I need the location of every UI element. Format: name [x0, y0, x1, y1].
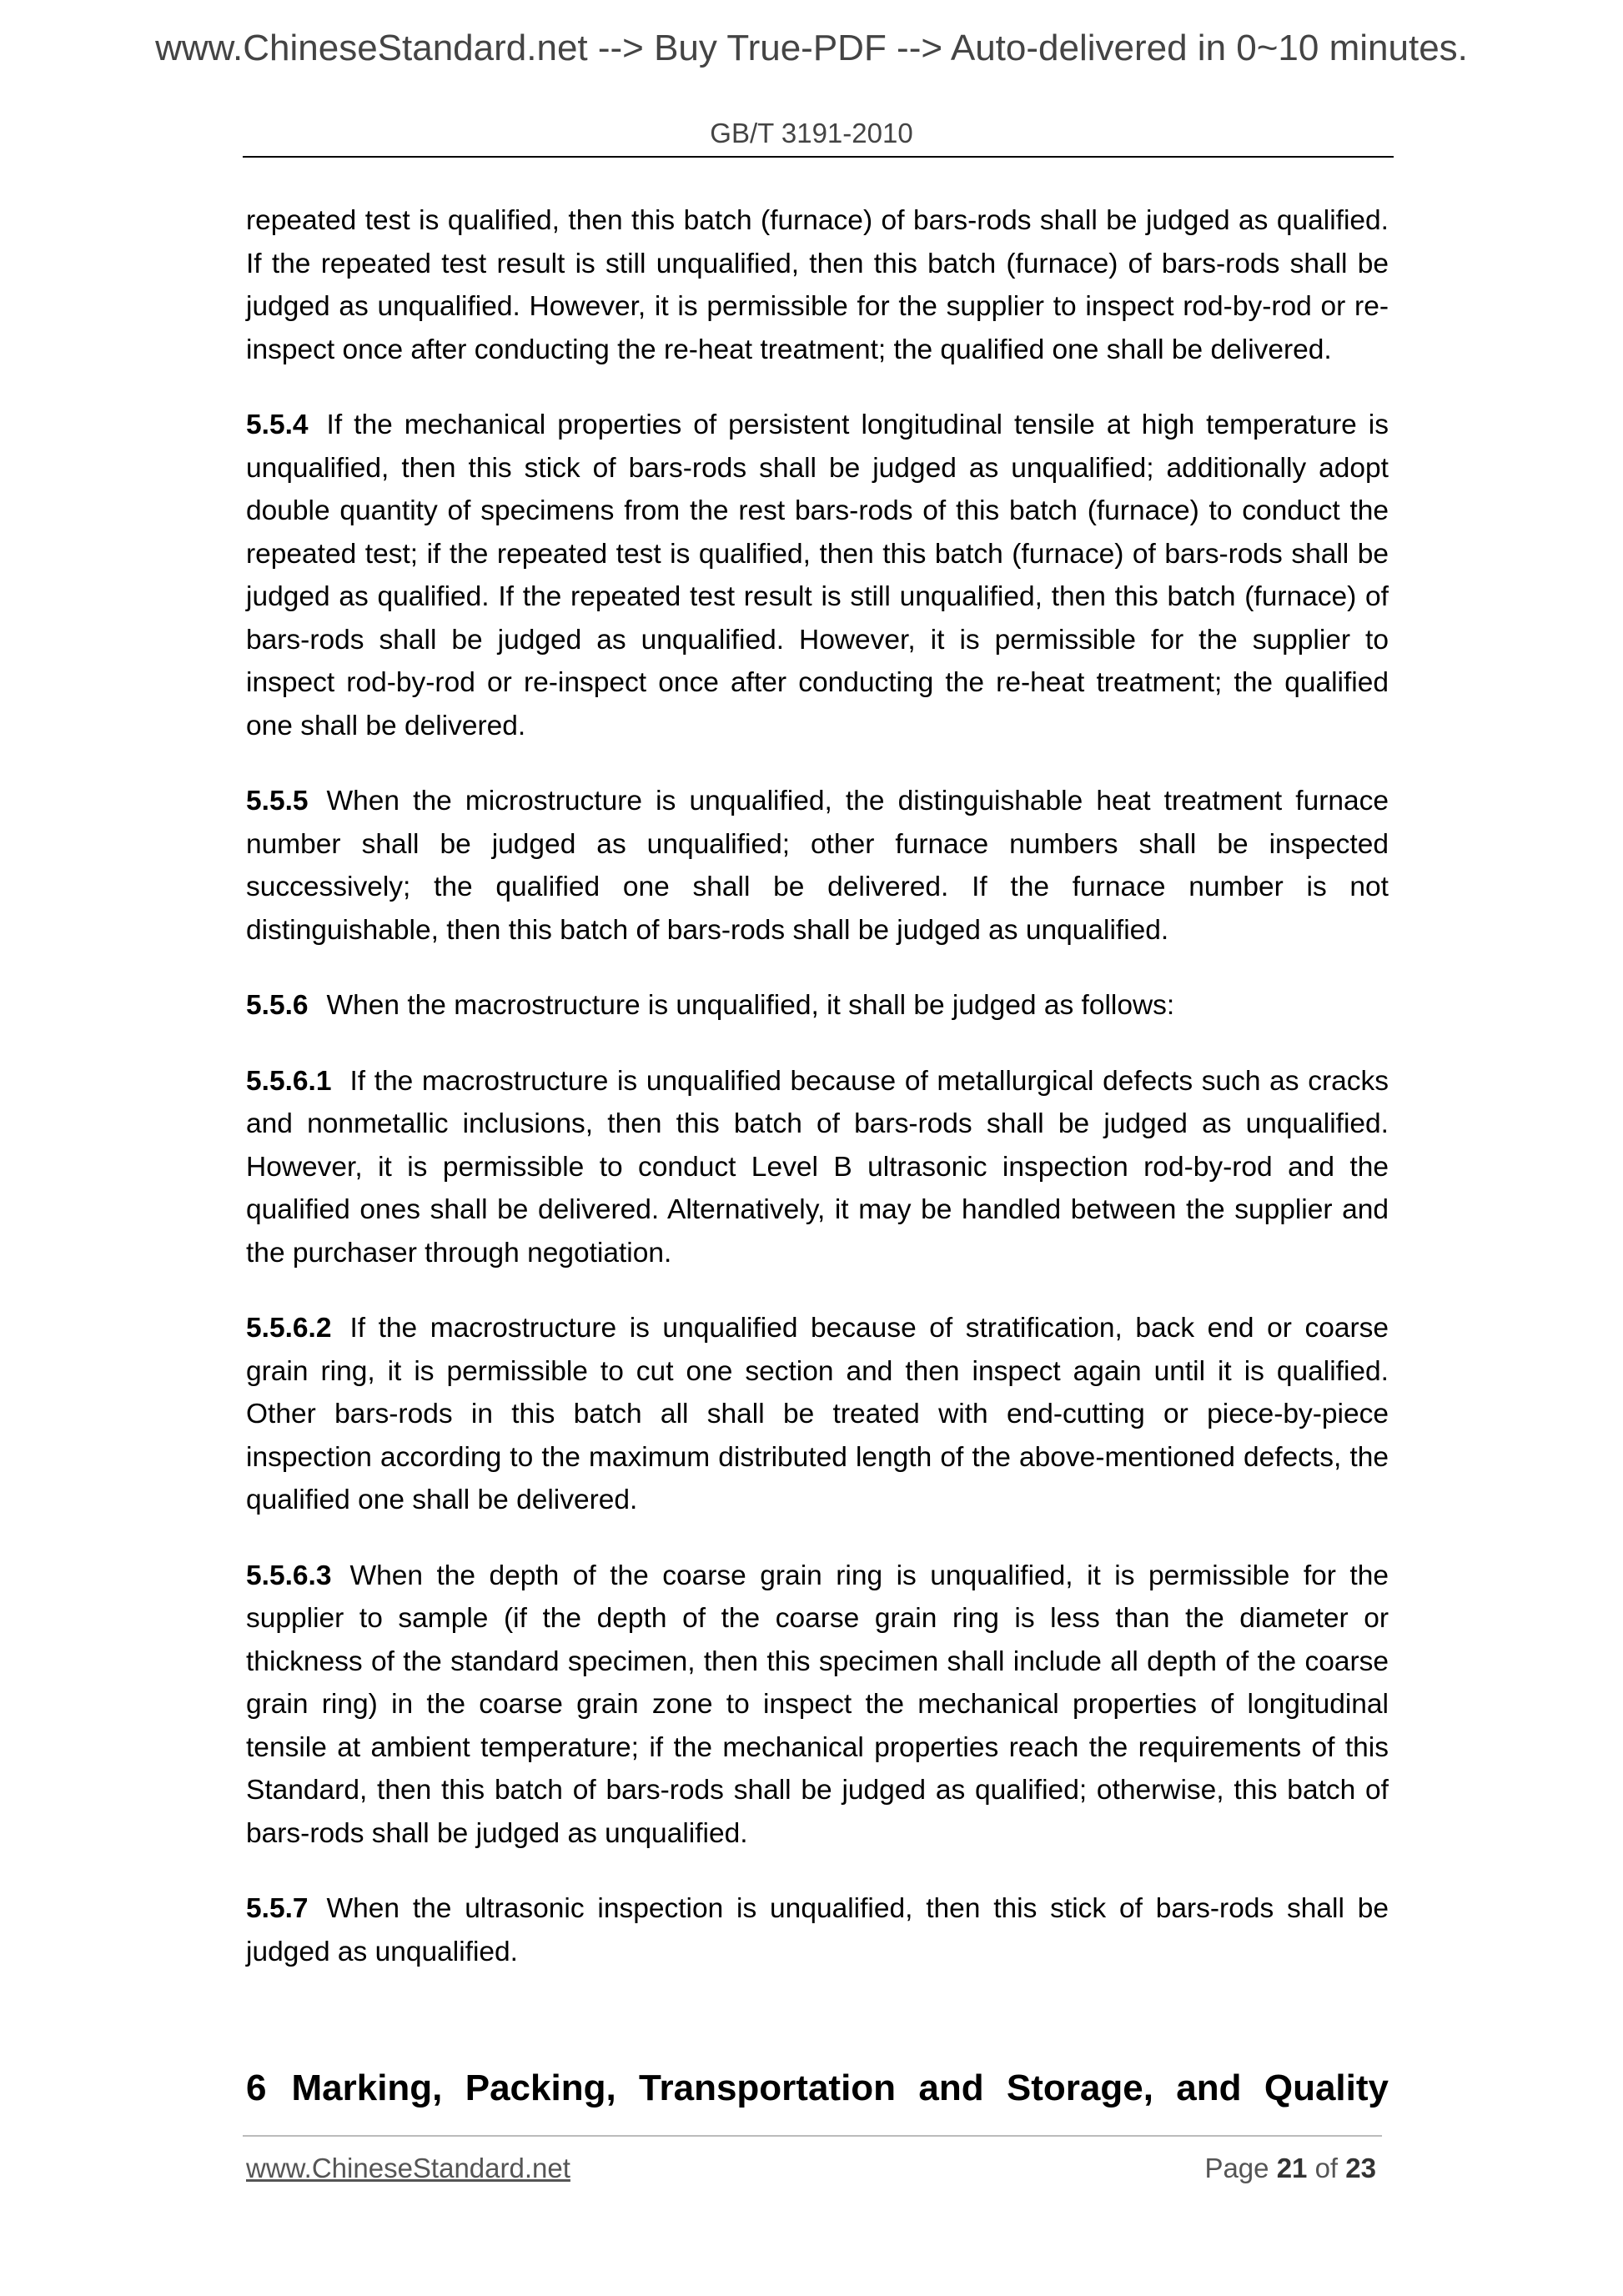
footer-website-link[interactable]: www.ChineseStandard.net [246, 2153, 570, 2183]
page-of-label: of [1314, 2153, 1339, 2183]
clause-text: When the microstructure is unqualified, the distinguishable heat treatment furnace number shall be judged as unqualified; other furnace numbers shall be inspected successively; the qualified one shall be delivered. If the furnace number is not distinguishable, then this batch of bars-rods shall be judged as unqualified. [246, 786, 1389, 946]
clause-5-5-6-3 [246, 1555, 1389, 1856]
clause-text: When the depth of the coarse grain ring is unqualified, it is permissible for the supplier to sample (if the depth of the coarse grain ring is less than the diameter or thickness of the standard specimen, then this specimen shall include all depth of the coarse grain ring) in the coarse grain zone to inspect the mechanical properties of longitudinal tensile at ambient temperature; if the mechanical properties reach the requirements of this Standard, then this batch of bars-rods shall be judged as qualified; otherwise, this batch of bars-rods shall be judged as unqualified. [246, 1560, 1389, 1849]
clause-5-5-7 [246, 1887, 1389, 1973]
section-heading [246, 2063, 1389, 2113]
page-current: 21 [1276, 2153, 1308, 2183]
footer-divider [243, 2135, 1382, 2137]
top-banner[interactable]: www.ChineseStandard.net --> Buy True-PDF --> Auto-delivered in 0~10 minutes. [155, 28, 1468, 68]
clause-number: 5.5.6.1 [246, 1065, 332, 1097]
clause-number: 5.5.4 [246, 409, 309, 440]
page-total: 23 [1345, 2153, 1376, 2183]
page-indicator [1204, 2150, 1376, 2187]
clause-5-5-4 [246, 404, 1389, 747]
page-label: Page [1204, 2153, 1269, 2183]
paragraph-continuation [246, 199, 1389, 371]
clause-number: 5.5.7 [246, 1893, 309, 1924]
clause-5-5-5 [246, 780, 1389, 952]
clause-text: If the mechanical properties of persistent longitudinal tensile at high temperature is unqualified, then this stick of bars-rods shall be judged as unqualified; additionally adopt double quantity of specimens from the rest bars-rods of this batch (furnace) to conduct the repeated test; if the repeated test is qualified, then this batch (furnace) of bars-rods shall be judged as qualified. If the repeated test result is still unqualified, then this batch (furnace) of bars-rods shall be judged as unqualified. However, it is permissible for the supplier to inspect rod-by-rod or re-inspect once after conducting the re-heat treatment; the qualified one shall be delivered. [246, 409, 1389, 741]
clause-number: 5.5.6.3 [246, 1560, 332, 1591]
document-body [246, 199, 1389, 2006]
clause-5-5-6 [246, 984, 1389, 1027]
section-number: 6 [246, 2067, 267, 2108]
clause-5-5-6-2 [246, 1307, 1389, 1522]
section-title: Marking, Packing, Transportation and Storage, and Quality [291, 2067, 1389, 2108]
clause-text: When the ultrasonic inspection is unqualified, then this stick of bars-rods shall be judged as unqualified. [246, 1893, 1389, 1967]
standard-code: GB/T 3191-2010 [710, 118, 913, 148]
clause-5-5-6-1 [246, 1060, 1389, 1275]
clause-number: 5.5.5 [246, 786, 309, 816]
clause-text: If the macrostructure is unqualified because of metallurgical defects such as cracks and nonmetallic inclusions, then this batch of bars-rods shall be judged as unqualified. However, it is permissible to conduct Level B ultrasonic inspection rod-by-rod and the qualified ones shall be delivered. Alternatively, it may be handled between the supplier and the purchaser through negotiation. [246, 1065, 1389, 1269]
paragraph-text: repeated test is qualified, then this batch (furnace) of bars-rods shall be judged as qualified. If the repeated test result is still unqualified, then this batch (furnace) of bars-rods shall be judged as unqualified. However, it is permissible for the supplier to inspect rod-by-rod or re-inspect once after conducting the re-heat treatment; the qualified one shall be delivered. [246, 205, 1389, 365]
clause-number: 5.5.6.2 [246, 1313, 332, 1344]
clause-text: When the macrostructure is unqualified, it shall be judged as follows: [326, 990, 1175, 1021]
clause-number: 5.5.6 [246, 990, 309, 1021]
header-divider [243, 156, 1394, 158]
clause-text: If the macrostructure is unqualified because of stratification, back end or coarse grain ring, it is permissible to cut one section and then inspect again until it is qualified. Other bars-rods in this batch all shall be treated with end-cutting or piece-by-piece inspection according to the maximum distributed length of the above-mentioned defects, the qualified one shall be delivered. [246, 1313, 1389, 1515]
